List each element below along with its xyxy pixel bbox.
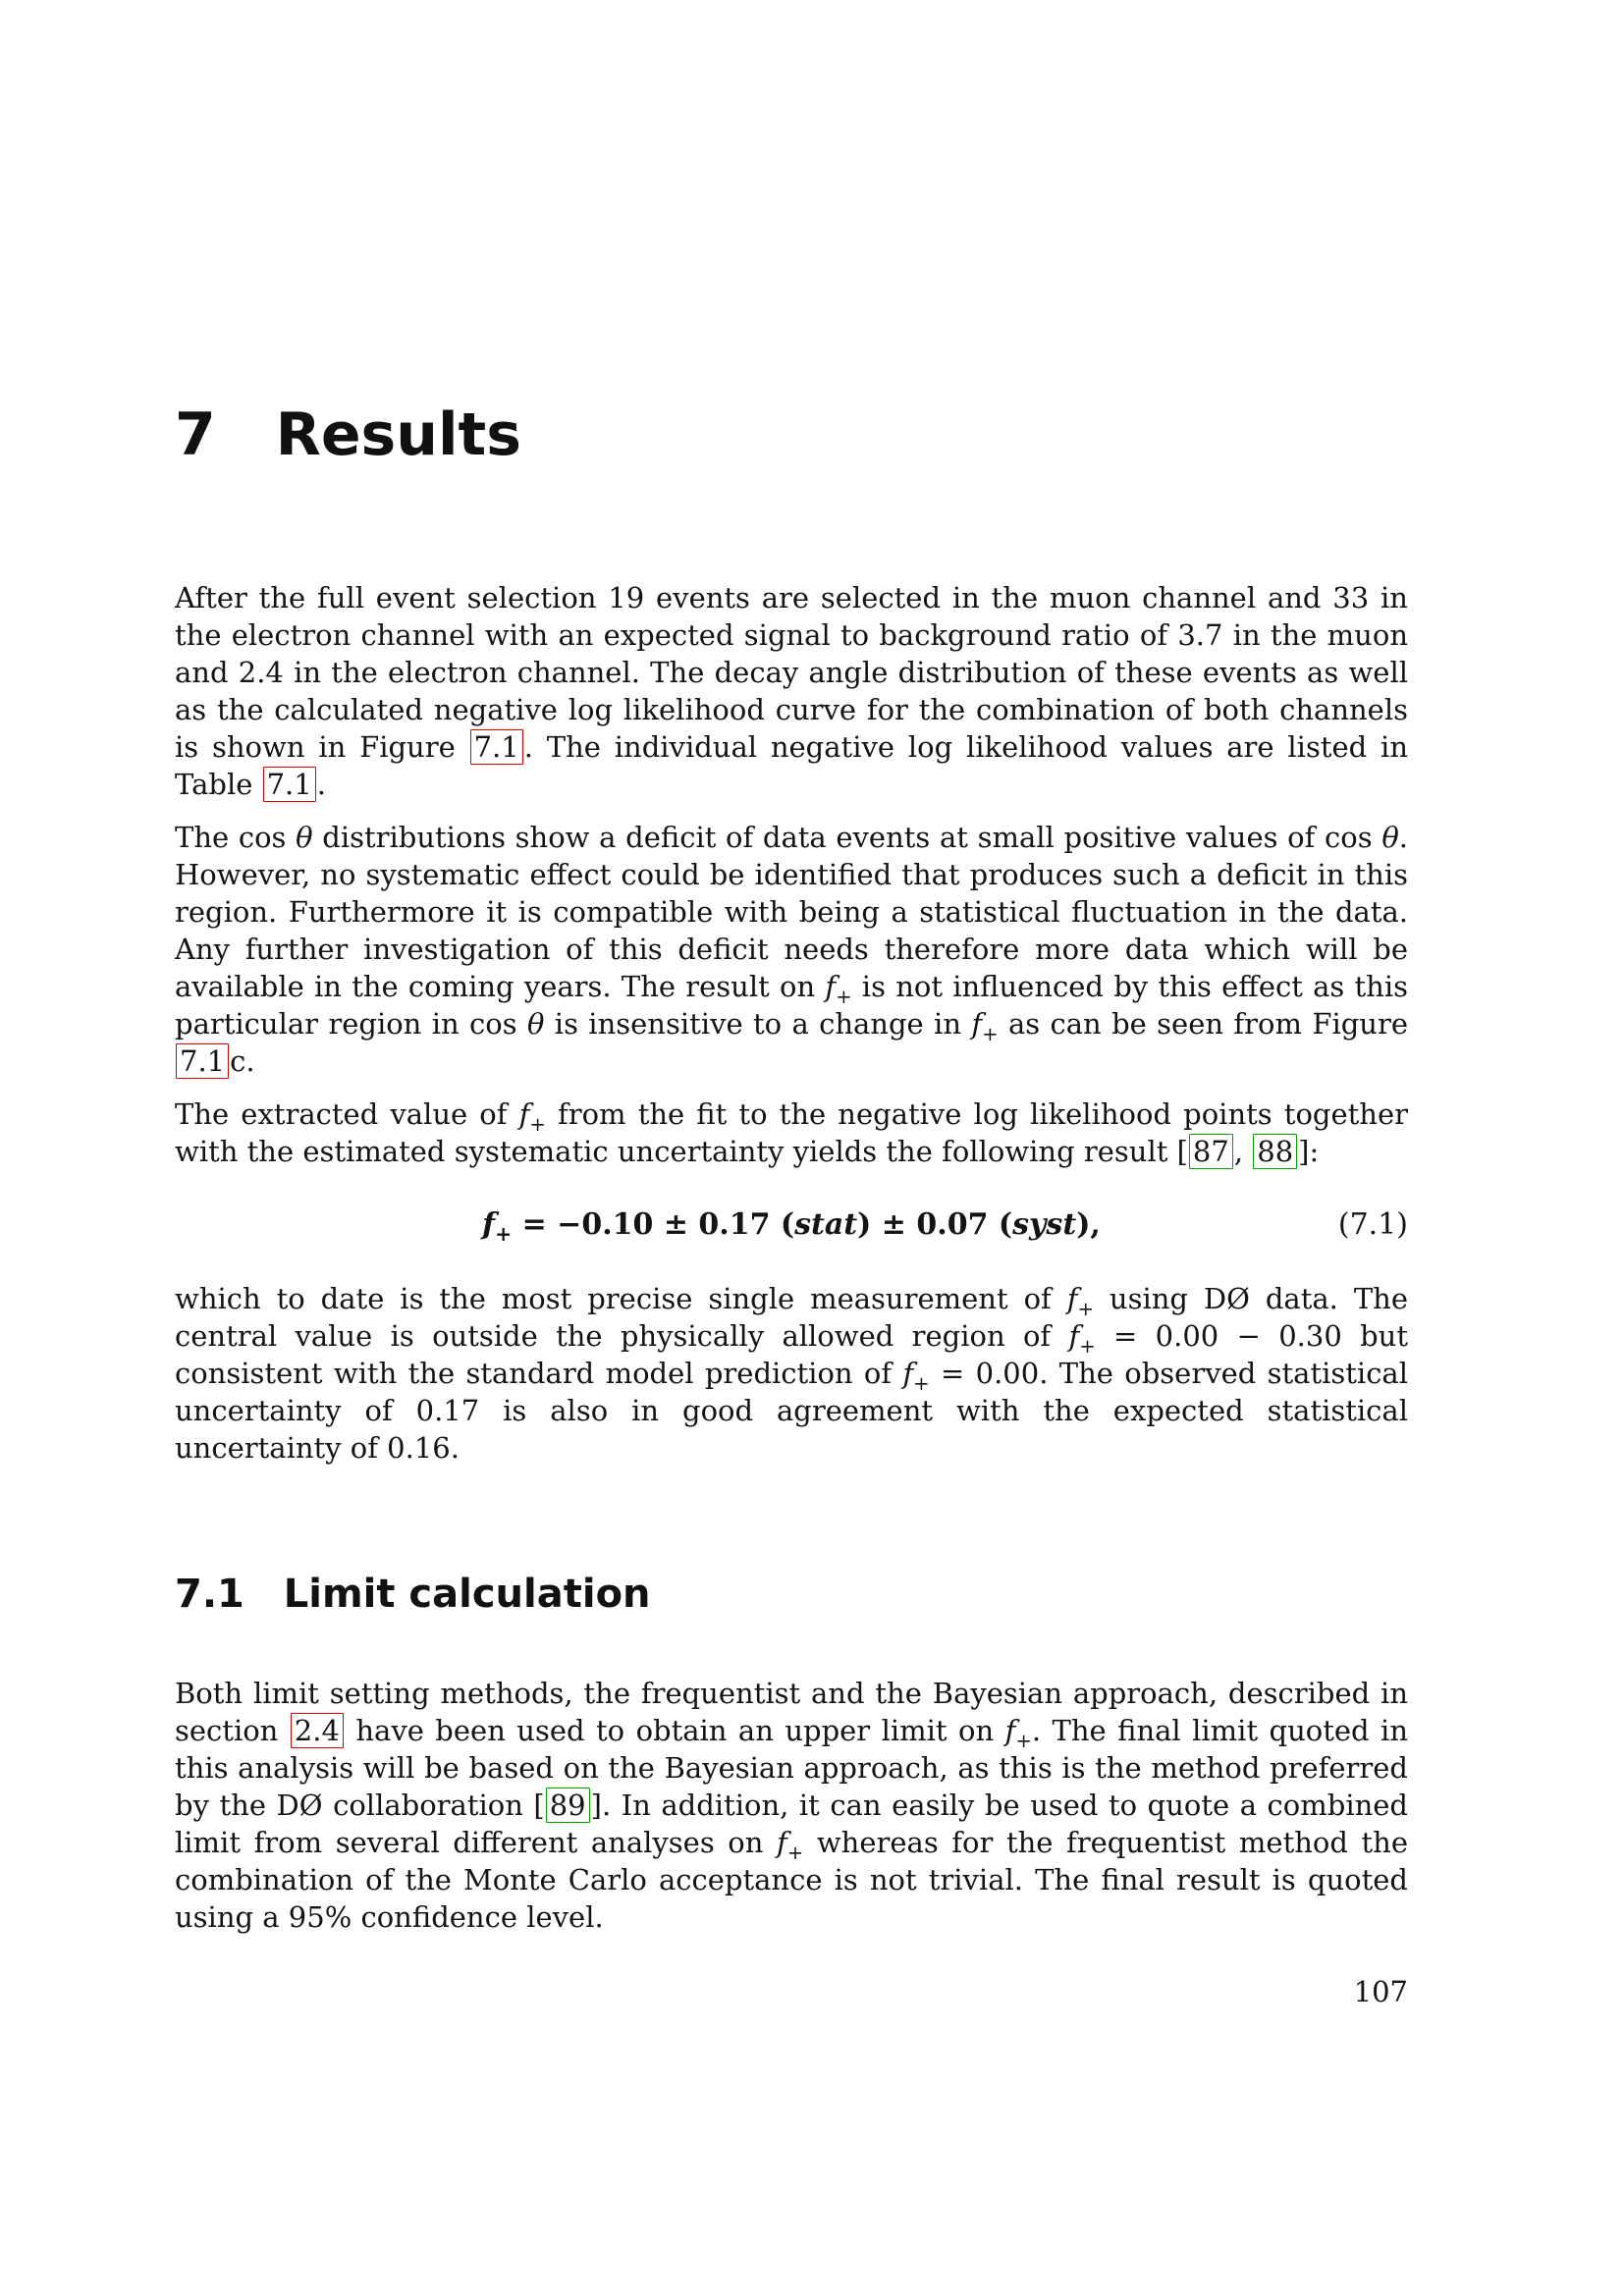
bold-italic-math: f xyxy=(482,1207,496,1242)
cross-reference-link[interactable]: 2.4 xyxy=(291,1713,344,1748)
citation-link[interactable]: 89 xyxy=(546,1788,590,1823)
chapter-title: Results xyxy=(275,400,521,469)
math-italic: θ xyxy=(296,821,313,854)
text-segment: which to date is the most precise single measurement of xyxy=(175,1282,1067,1315)
math-subscript: + xyxy=(982,1022,999,1045)
math-subscript: + xyxy=(1079,1334,1096,1358)
citation-link[interactable]: 88 xyxy=(1253,1134,1297,1169)
math-subscript: + xyxy=(529,1112,546,1136)
text-segment: = 0.00 − 0.30 but consistent with the standard model prediction of xyxy=(175,1319,1408,1390)
text-segment: is insensitive to a change in xyxy=(544,1007,972,1041)
bold-text: ) ± 0.07 ( xyxy=(857,1207,1013,1242)
equation-number: (7.1) xyxy=(1337,1207,1408,1242)
text-segment: = 0.00. The observed statistical uncertainty of 0.17 is also in good agreement with the expected statistical uncertainty of 0.16. xyxy=(175,1357,1408,1465)
math-italic: f xyxy=(1004,1714,1016,1747)
math-subscript: + xyxy=(1077,1297,1094,1320)
text-segment: , xyxy=(1233,1135,1253,1168)
text-segment: ]. In addition, it can easily be used to quote a combined limit from several different analyses on xyxy=(175,1789,1409,1859)
math-italic: θ xyxy=(1381,821,1399,854)
text-segment: After the full event selection 19 events are selected in the muon channel and 33 in the electron channel with an expected signal to background ratio of 3.7 in the muon and 2.4 in the electron channel. The decay angle distribution of these events as well as the calculated negative log likelihood curve for the combination of both channels is shown in Figure xyxy=(175,581,1408,764)
text-segment: distributions show a deficit of data events at small positive values of cos xyxy=(312,821,1382,854)
text-segment: Both limit setting methods, the frequentist and the Bayesian approach, described in section xyxy=(175,1677,1408,1747)
paragraph-limit-methods xyxy=(175,1675,1408,1936)
math-italic: f xyxy=(902,1357,914,1390)
equation xyxy=(175,1203,1408,1247)
text-segment: . The final limit quoted in this analysis will be based on the Bayesian approach, as this is the method preferred by the DØ collaboration [ xyxy=(175,1714,1408,1822)
text-block xyxy=(175,0,1408,1951)
math-italic: f xyxy=(825,970,837,1003)
text-segment: as can be seen from Figure xyxy=(998,1007,1408,1041)
math-subscript: + xyxy=(1015,1729,1032,1752)
text-segment: using DØ data. The central value is outside the physically allowed region of xyxy=(175,1282,1408,1353)
bold-text: ), xyxy=(1076,1207,1101,1242)
text-segment: . However, no systematic effect could be identified that produces such a deficit in this region. Furthermore it is compatible with being a statistical fluctuation in the data. Any further investigation of this deficit needs therefore more data which will be available in the coming years. The result on xyxy=(175,821,1408,1003)
math-subscript: + xyxy=(786,1841,804,1864)
paragraph-measurement-discussion xyxy=(175,1280,1408,1467)
text-segment: is not influenced by this effect as this particular region in cos xyxy=(175,970,1408,1041)
chapter-number: 7 xyxy=(175,400,216,469)
bold-text: = −0.10 ± 0.17 ( xyxy=(512,1207,795,1242)
math-italic: f xyxy=(1068,1319,1080,1353)
chapter-heading xyxy=(175,400,1408,469)
bold-italic-math: syst xyxy=(1012,1207,1077,1242)
math-italic: θ xyxy=(526,1007,545,1041)
cross-reference-link[interactable]: 7.1 xyxy=(176,1043,229,1079)
paragraph-cos-theta-deficit xyxy=(175,819,1408,1080)
math-subscript: + xyxy=(913,1371,930,1395)
text-segment: The extracted value of xyxy=(175,1097,519,1131)
text-segment: have been used to obtain an upper limit on xyxy=(344,1714,1005,1747)
section-number: 7.1 xyxy=(175,1572,244,1617)
text-segment: from the fit to the negative log likelihood points together with the estimated systematic uncertainty yields the following result [ xyxy=(175,1097,1408,1168)
paragraph-event-selection xyxy=(175,579,1408,803)
paragraph-extracted-value xyxy=(175,1095,1408,1170)
math-subscript: + xyxy=(836,985,852,1008)
page-number: 107 xyxy=(1353,1975,1408,2008)
math-italic: f xyxy=(777,1826,787,1859)
math-italic: f xyxy=(1066,1282,1078,1315)
section-title: Limit calculation xyxy=(283,1572,651,1617)
section-heading xyxy=(175,1573,1408,1616)
cross-reference-link[interactable]: 7.1 xyxy=(470,729,523,765)
bold-italic-math: stat xyxy=(794,1207,858,1242)
text-segment: c. xyxy=(230,1044,255,1078)
bold-math-subscript: + xyxy=(495,1222,513,1246)
equation-body xyxy=(482,1207,1101,1246)
citation-link[interactable]: 87 xyxy=(1189,1134,1233,1169)
cross-reference-link[interactable]: 7.1 xyxy=(263,767,316,802)
text-segment: . xyxy=(316,768,326,801)
text-segment: whereas for the frequentist method the combination of the Monte Carlo acceptance is not trivial. The final result is quoted using a 95% confidence level. xyxy=(175,1826,1409,1934)
text-segment: ]: xyxy=(1298,1135,1320,1168)
math-italic: f xyxy=(971,1007,983,1041)
math-italic: f xyxy=(518,1097,530,1131)
text-segment: The cos xyxy=(175,821,297,854)
text-segment: . The individual negative log likelihood values are listed in Table xyxy=(175,730,1408,801)
